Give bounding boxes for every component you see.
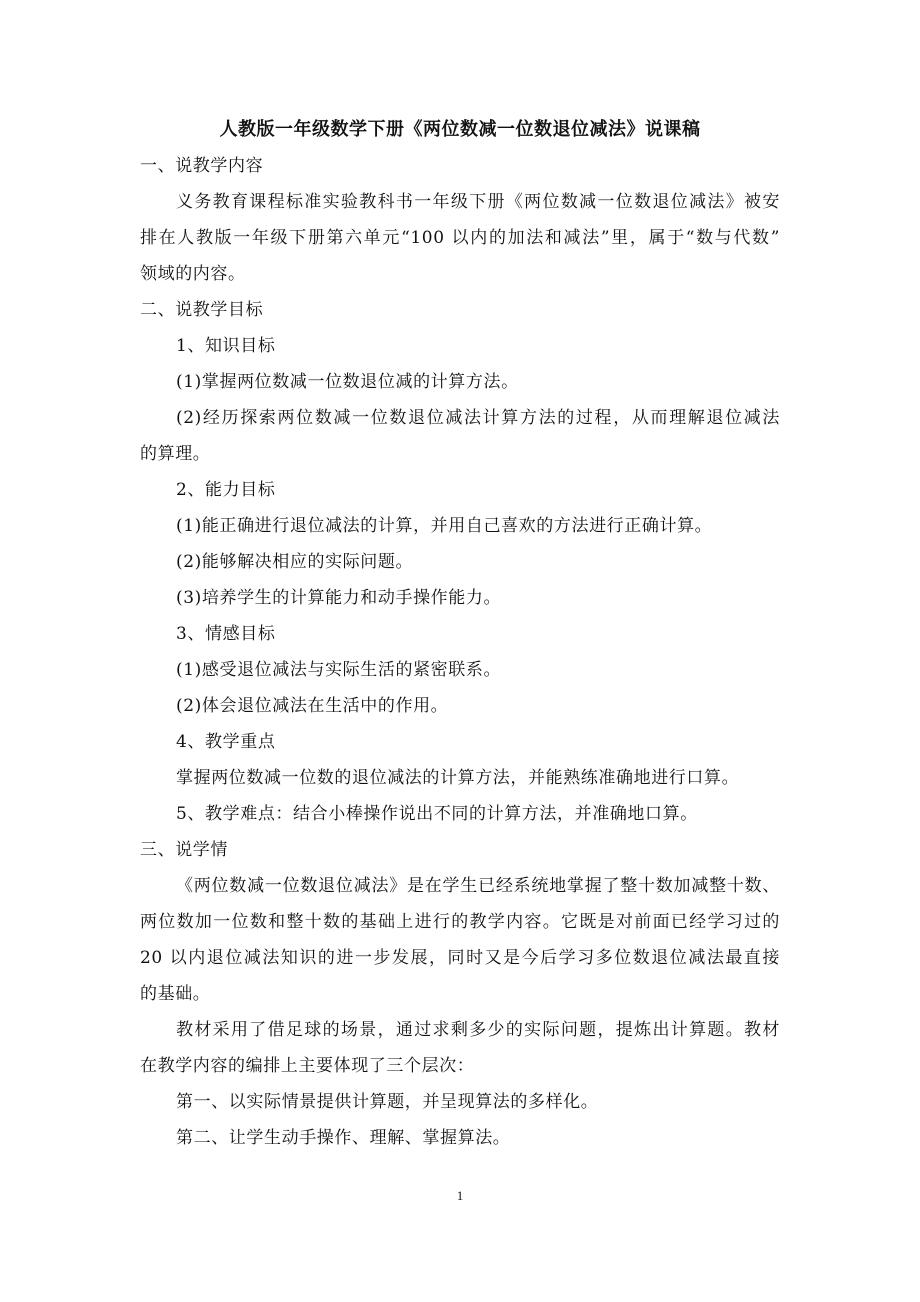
list-item: (2)能够解决相应的实际问题。 bbox=[176, 552, 414, 572]
paragraph-line: 义务教育课程标准实验教科书一年级下册《两位数减一位数退位减法》被安 bbox=[176, 192, 780, 212]
paragraph-line: 教材采用了借足球的场景，通过求剩多少的实际问题，提炼出计算题。教材 bbox=[176, 1020, 780, 1040]
subheading-emotion: 3、情感目标 bbox=[176, 624, 276, 644]
paragraph-line: 掌握两位数减一位数的退位减法的计算方法，并能熟练准确地进行口算。 bbox=[176, 768, 740, 788]
list-item: (1)掌握两位数减一位数退位减的计算方法。 bbox=[176, 372, 519, 392]
paragraph-line: 两位数加一位数和整十数的基础上进行的教学内容。它既是对前面已经学习过的 bbox=[140, 912, 780, 932]
section-heading-3: 三、说学情 bbox=[140, 840, 228, 860]
paragraph-line: 在教学内容的编排上主要体现了三个层次： bbox=[140, 1056, 475, 1076]
paragraph-line: 排在人教版一年级下册第六单元“100 以内的加法和减法”里，属于“数与代数” bbox=[140, 228, 780, 248]
section-heading-1: 一、说教学内容 bbox=[140, 156, 264, 176]
paragraph-line: 第一、以实际情景提供计算题，并呈现算法的多样化。 bbox=[176, 1092, 599, 1112]
list-item: (3)培养学生的计算能力和动手操作能力。 bbox=[176, 588, 502, 608]
list-item: (2)经历探索两位数减一位数退位减法计算方法的过程，从而理解退位减法 bbox=[176, 408, 780, 428]
paragraph-line: 《两位数减一位数退位减法》是在学生已经系统地掌握了整十数加减整十数、 bbox=[176, 876, 780, 896]
subheading-ability: 2、能力目标 bbox=[176, 480, 276, 500]
list-item: (2)体会退位减法在生活中的作用。 bbox=[176, 696, 449, 716]
subheading-key-point: 4、教学重点 bbox=[176, 732, 276, 752]
list-item: (1)能正确进行退位减法的计算，并用自己喜欢的方法进行正确计算。 bbox=[176, 516, 713, 536]
page-number: 1 bbox=[456, 1188, 464, 1203]
list-item-cont: 的算理。 bbox=[140, 444, 211, 464]
paragraph-line: 第二、让学生动手操作、理解、掌握算法。 bbox=[176, 1128, 511, 1148]
subheading-knowledge: 1、知识目标 bbox=[176, 336, 276, 356]
paragraph-line: 20 以内退位减法知识的进一步发展，同时又是今后学习多位数退位减法最直接 bbox=[140, 948, 780, 968]
document-title: 人教版一年级数学下册《两位数减一位数退位减法》说课稿 bbox=[219, 119, 701, 140]
subheading-difficulty: 5、教学难点：结合小棒操作说出不同的计算方法，并准确地口算。 bbox=[176, 804, 698, 824]
section-heading-2: 二、说教学目标 bbox=[140, 300, 264, 320]
list-item: (1)感受退位减法与实际生活的紧密联系。 bbox=[176, 660, 502, 680]
paragraph-line: 领域的内容。 bbox=[140, 264, 246, 284]
paragraph-line: 的基础。 bbox=[140, 984, 211, 1004]
